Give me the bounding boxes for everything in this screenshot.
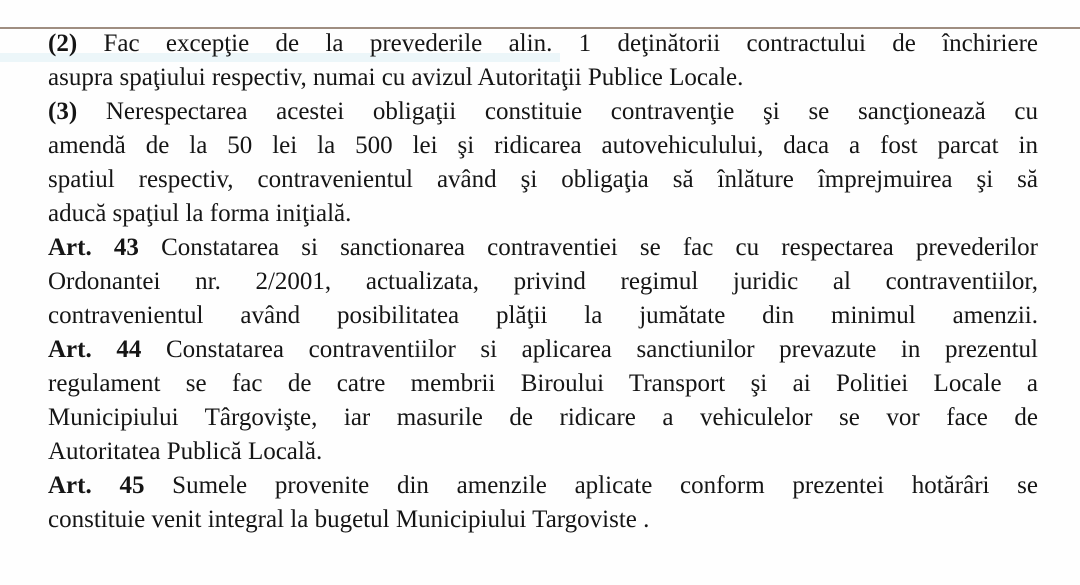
text-line [48,163,1038,197]
paragraph-marker: (2) [48,30,78,57]
line-text: Fac excepţie de la prevederile alin. 1 deţinătorii contractului de închiriere [77,30,1038,57]
text-line [48,503,1038,537]
line-text: constituie venit integral la bugetul Municipiului Targoviste . [48,506,650,533]
text-line [48,435,1038,469]
text-line [48,197,1038,231]
text-line [48,231,1038,265]
text-line [48,265,1038,299]
line-text: Autoritatea Publică Locală. [48,438,323,465]
document-text-block [48,27,1038,537]
line-text: spatiul respectiv, contravenientul având şi obligaţia să înlăture împrejmuirea şi să [48,166,1038,193]
text-line [48,367,1038,401]
line-text: Constatarea contraventiilor si aplicarea sanctiunilor prevazute in prezentul [141,336,1038,363]
line-text: Nerespectarea acestei obligaţii constituie contravenţie şi se sancţionează cu [77,98,1038,125]
line-text: amendă de la 50 lei la 500 lei şi ridicarea autovehiculului, daca a fost parcat in [48,132,1038,159]
line-text: asupra spaţiului respectiv, numai cu avizul Autoritaţii Publice Locale. [48,64,744,91]
text-line [48,129,1038,163]
line-text: Municipiului Târgovişte, iar masurile de ridicare a vehiculelor se vor face de [48,404,1038,431]
line-text: contravenientul având posibilitatea plăţii la jumătate din minimul amenzii. [48,302,1038,329]
line-text: aducă spaţiul la forma iniţială. [48,200,352,227]
line-text: Constatarea si sanctionarea contraventiei se fac cu respectarea prevederilor [138,234,1038,261]
text-line [48,299,1038,333]
article-number: Art. 45 [48,472,145,499]
article-number: Art. 43 [48,234,139,261]
line-text: Sumele provenite din amenzile aplicate conform prezentei hotărâri se [144,472,1038,499]
article-number: Art. 44 [48,336,142,363]
text-line [48,469,1038,503]
line-text: Ordonantei nr. 2/2001, actualizata, privind regimul juridic al contraventiilor, [48,268,1038,295]
text-line [48,333,1038,367]
text-line [48,27,1038,61]
line-text: regulament se fac de catre membrii Biroului Transport şi ai Politiei Locale a [48,370,1038,397]
paragraph-marker: (3) [48,98,78,125]
text-line [48,61,1038,95]
text-line [48,401,1038,435]
text-line [48,95,1038,129]
